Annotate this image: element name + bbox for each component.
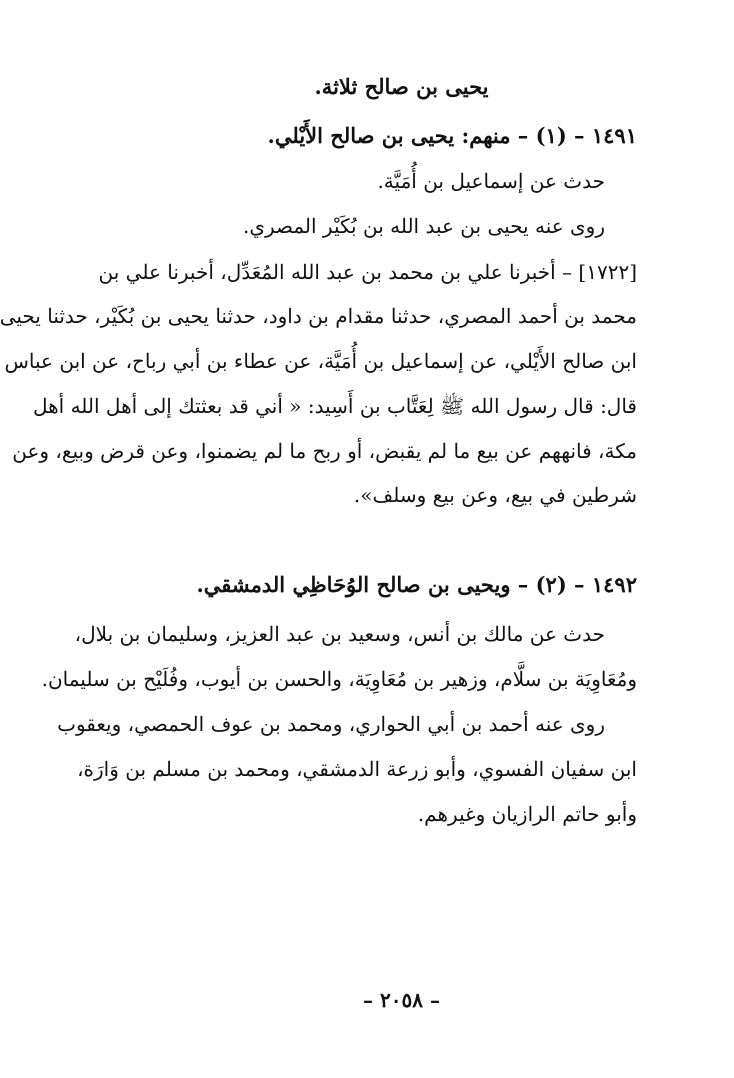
entry-1491-heading: ١٤٩١ – (١) – منهم: يحيى بن صالح الأَيْلي. [267, 123, 637, 148]
hadith-1722-line-3: ابن صالح الأَيْلي، عن إسماعيل بن أُمَيَّة، عن عطاء بن أبي رباح، عن ابن عباس [4, 349, 637, 373]
entry-1492-teachers-line-2: ومُعَاوِيَة بن سلَّام، وزهير بن مُعَاوِيَة، والحسن بن أيوب، وفُلَيْح بن سليمان. [41, 667, 637, 691]
hadith-1722-line-4: قال: قال رسول الله ﷺ لِعَتَّاب بن أَسِيد: « أني قد بعثتك إلى أهل الله أهل [32, 394, 637, 418]
entry-1491-students: روى عنه يحيى بن عبد الله بن بُكَيْر المصري. [242, 214, 605, 238]
hadith-1722-line-5: مكة، فانههم عن بيع ما لم يقبض، أو ربح ما لم يضمنوا، وعن قرض وبيع، وعن [12, 439, 637, 463]
entry-1492-heading: ١٤٩٢ – (٢) – ويحيى بن صالح الوُحَاظِي الدمشقي. [196, 572, 637, 597]
hadith-1722-line-6: شرطين في بيع، وعن بيع وسلف». [353, 483, 637, 507]
page-number: – ٢٠٥٨ – [363, 988, 440, 1012]
hadith-1722-line-2: محمد بن أحمد المصري، حدثنا مقدام بن داود، حدثنا يحيى بن بُكَيْر، حدثنا يحيى [0, 304, 637, 328]
entry-1492-students-line-1: روى عنه أحمد بن أبي الحواري، ومحمد بن عوف الحمصي، ويعقوب [57, 712, 605, 736]
entry-1492-students-line-3: وأبو حاتم الرازيان وغيرهم. [417, 802, 637, 826]
entry-1492-teachers-line-1: حدث عن مالك بن أنس، وسعيد بن عبد العزيز، وسليمان بن بلال، [74, 622, 605, 646]
entry-1491-teachers: حدث عن إسماعيل بن أُمَيَّة. [377, 169, 605, 193]
section-title: يحيى بن صالح ثلاثة. [314, 74, 489, 99]
entry-1492-students-line-2: ابن سفيان الفسوي، وأبو زرعة الدمشقي، ومحمد بن مسلم بن وَارَة، [77, 757, 637, 781]
hadith-1722-line-1: [١٧٢٢] – أخبرنا علي بن محمد بن عبد الله المُعَدِّل، أخبرنا علي بن [98, 260, 637, 284]
